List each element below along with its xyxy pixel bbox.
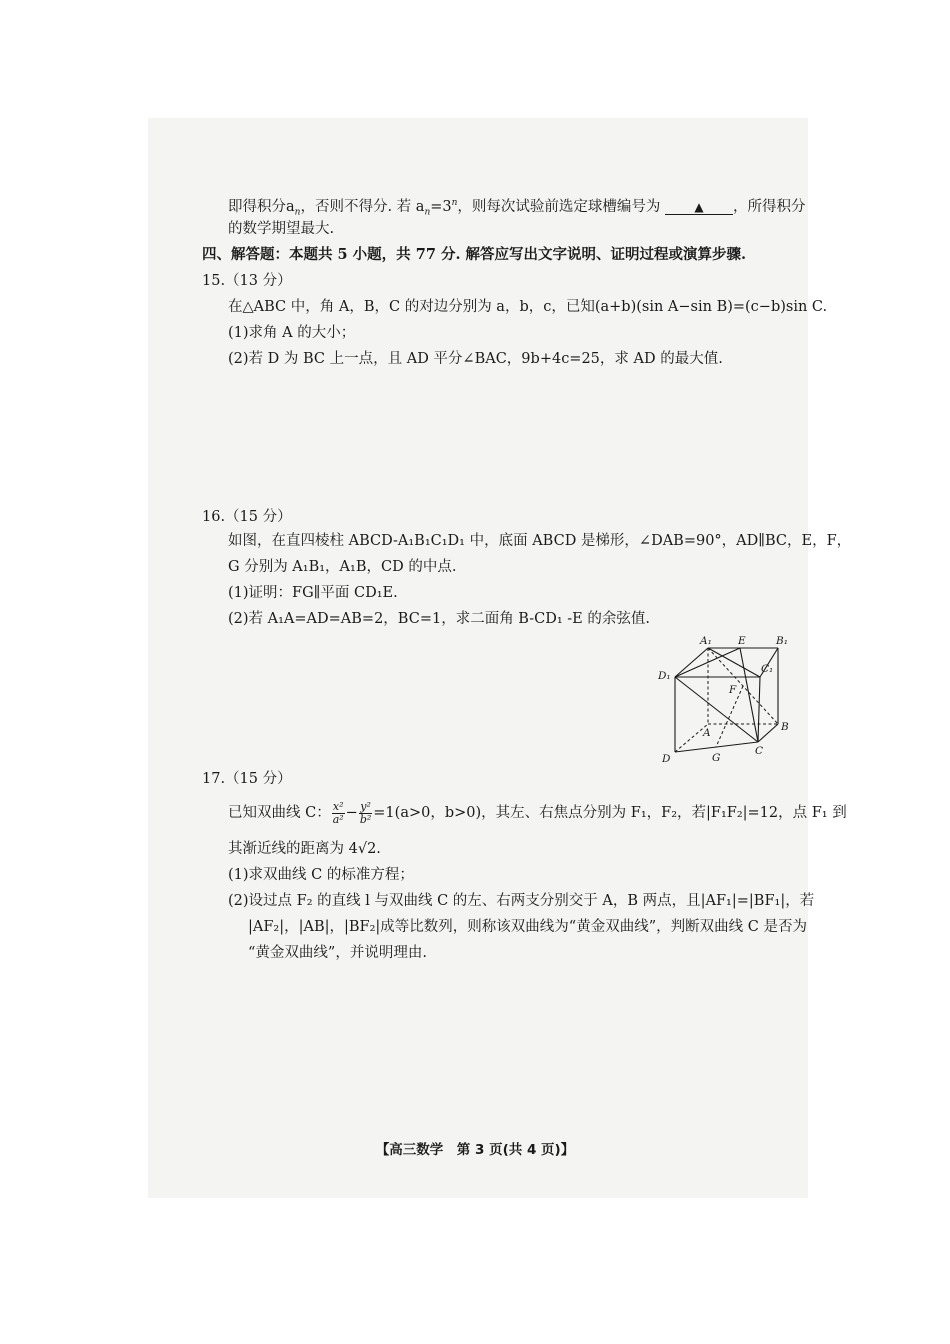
label-g: G bbox=[712, 752, 721, 764]
q17-stem-b: =1(a>0，b>0)，其左、右焦点分别为 F₁，F₂，若|F₁F₂|=12，点 F₁ 到 bbox=[373, 805, 847, 821]
fraction-x2-a2 bbox=[332, 801, 345, 826]
section4-heading: 四、解答题：本题共 5 小题，共 77 分. 解答应写出文字说明、证明过程或演算步骤. bbox=[202, 246, 747, 263]
frac1-numerator: x² bbox=[332, 799, 344, 813]
label-d: D bbox=[662, 753, 671, 765]
q14-text-d: ，则每次试验前选定球槽编号为 bbox=[457, 198, 661, 215]
frac2-numerator: y² bbox=[360, 799, 371, 813]
q14-text-a: 即得积分a bbox=[228, 198, 295, 215]
q17-part2-line2: |AF₂|，|AB|，|BF₂|成等比数列，则称该双曲线为“黄金双曲线”，判断双曲线 C 是否为 bbox=[248, 919, 807, 935]
label-b: B bbox=[781, 721, 789, 733]
q14-text-c: =3 bbox=[430, 198, 452, 215]
label-e: E bbox=[738, 635, 746, 647]
frac2-denominator: b² bbox=[359, 812, 372, 826]
minus-sign: − bbox=[345, 805, 358, 821]
q16-stem-line2: G 分别为 A₁B₁，A₁B，CD 的中点. bbox=[228, 559, 457, 575]
q17-stem-a: 已知双曲线 C： bbox=[228, 805, 331, 821]
label-a: A bbox=[703, 727, 711, 739]
q14-text-e: ，所得积分 bbox=[733, 198, 806, 215]
prism-figure bbox=[650, 632, 800, 768]
label-b1: B₁ bbox=[776, 635, 788, 647]
q16-part1: (1)证明：FG∥平面 CD₁E. bbox=[228, 585, 398, 601]
q17-part2-line3: “黄金双曲线”，并说明理由. bbox=[248, 945, 427, 961]
q17-stem-line2: 其渐近线的距离为 4√2. bbox=[228, 841, 381, 857]
q16-part2: (2)若 A₁A=AD=AB=2，BC=1，求二面角 B-CD₁ -E 的余弦值. bbox=[228, 611, 650, 627]
q16-stem-line1: 如图，在直四棱柱 ABCD-A₁B₁C₁D₁ 中，底面 ABCD 是梯形，∠DAB=90°，AD∥BC，E，F， bbox=[228, 533, 852, 549]
label-a1: A₁ bbox=[700, 635, 712, 647]
label-f: F bbox=[729, 684, 737, 696]
q14-continuation-line2: 的数学期望最大. bbox=[228, 221, 335, 237]
q17-stem-line1 bbox=[228, 798, 847, 828]
edge-a1-c1 bbox=[708, 648, 760, 677]
q15-header: 15.（13 分） bbox=[202, 273, 292, 289]
q14-text-b: ，否则不得分. 若 a bbox=[300, 198, 425, 215]
q15-part1: (1)求角 A 的大小； bbox=[228, 325, 356, 341]
page-footer: 【高三数学 第 3 页(共 4 页)】 bbox=[375, 1142, 575, 1158]
label-c1: C₁ bbox=[761, 663, 774, 675]
q15-stem: 在△ABC 中，角 A，B，C 的对边分别为 a，b，c，已知(a+b)(sin A−sin B)=(c−b)sin C. bbox=[228, 299, 828, 315]
q16-header: 16.（15 分） bbox=[202, 509, 292, 525]
frac1-denominator: a² bbox=[332, 812, 344, 826]
answer-blank bbox=[665, 200, 733, 215]
edge-e-c bbox=[740, 648, 758, 742]
edge-c-b bbox=[758, 724, 778, 742]
q17-part2-line1: (2)设过点 F₂ 的直线 l 与双曲线 C 的左、右两支分别交于 A，B 两点，且|AF₁|=|BF₁|，若 bbox=[228, 893, 815, 909]
edge-c1-c bbox=[758, 677, 760, 742]
triangle-mark-icon: ▲ bbox=[694, 199, 704, 214]
fraction-y2-b2 bbox=[359, 801, 372, 826]
label-d1: D₁ bbox=[658, 670, 671, 682]
edge-d1-c bbox=[675, 677, 758, 742]
edge-d1-a1 bbox=[675, 648, 708, 677]
q14-continuation-line1: 即得积分$a_n$，否则不得分. 若 $a_n=3^n$，则每次试验前选定球槽编号为 ▲ ，所得积分 bbox=[228, 198, 806, 218]
q17-header: 17.（15 分） bbox=[202, 771, 292, 787]
q15-part2: (2)若 D 为 BC 上一点，且 AD 平分∠BAC，9b+4c=25，求 AD 的最大值. bbox=[228, 351, 723, 367]
label-c: C bbox=[755, 745, 764, 757]
q17-part1: (1)求双曲线 C 的标准方程； bbox=[228, 867, 414, 883]
